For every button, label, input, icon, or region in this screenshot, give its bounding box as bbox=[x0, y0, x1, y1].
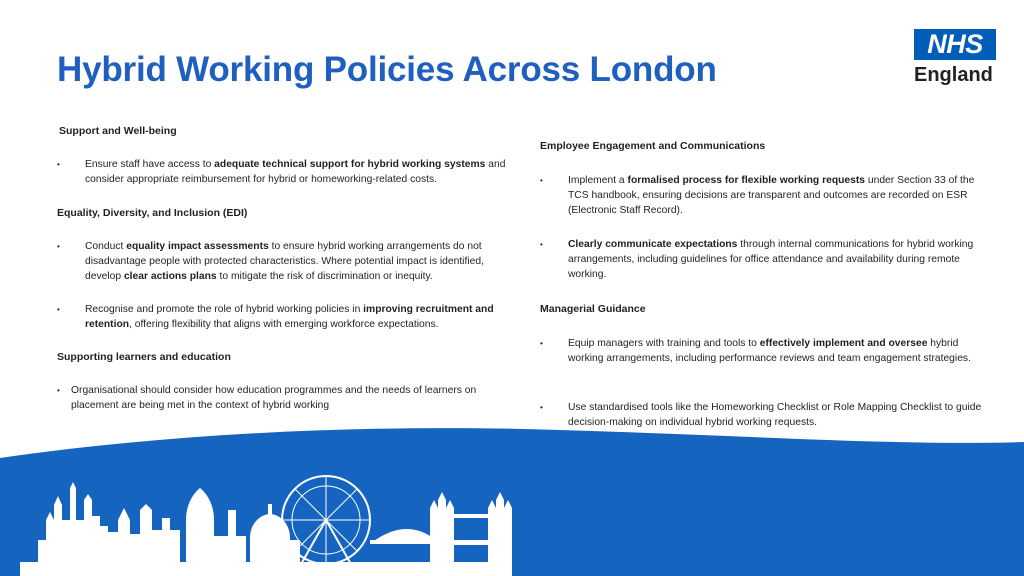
bullet-dot: • bbox=[57, 386, 60, 395]
bullet-dot: • bbox=[57, 160, 60, 169]
bullet-dot: • bbox=[540, 240, 543, 249]
page-title: Hybrid Working Policies Across London bbox=[57, 50, 717, 89]
london-eye-icon bbox=[282, 476, 370, 566]
tower-icon bbox=[140, 504, 152, 566]
item-text: Organisational should consider how education programmes and the needs of learners on placement are being met in the context of hybrid working bbox=[71, 385, 477, 411]
list-item bbox=[57, 383, 505, 413]
list-item bbox=[57, 239, 509, 284]
item-text: Equip managers with training and tools to bbox=[568, 338, 760, 349]
item-emphasis: formalised process for flexible working requests bbox=[627, 175, 866, 186]
st-pauls-dome-icon bbox=[250, 514, 290, 566]
item-text: hybrid working arrangements, including performance reviews and team engagement strategies. bbox=[568, 338, 971, 364]
item-text: Recognise and promote the role of hybrid working policies in bbox=[85, 304, 364, 315]
item-emphasis: Clearly communicate expectations bbox=[568, 239, 738, 250]
support-heading: Support and Well-being bbox=[59, 125, 177, 137]
item-text: Conduct bbox=[85, 241, 127, 252]
blue-wave bbox=[0, 428, 1024, 576]
item-text: through internal communications for hybrid working arrangements, including guidelines for office attendance and availability during remote working. bbox=[568, 239, 974, 280]
item-emphasis: equality impact assessments bbox=[126, 241, 269, 252]
gherkin-icon bbox=[186, 488, 214, 566]
skyline-silhouette bbox=[20, 476, 512, 576]
bullet-dot: • bbox=[540, 339, 543, 348]
engagement-heading: Employee Engagement and Communications bbox=[540, 140, 766, 152]
edi-heading: Equality, Diversity, and Inclusion (EDI) bbox=[57, 207, 248, 219]
nhs-logo-box: NHS bbox=[914, 29, 996, 60]
bullet-dot: • bbox=[540, 403, 543, 412]
item-text: and consider appropriate reimbursement for hybrid or homeworking-related costs. bbox=[85, 159, 506, 185]
bullet-dot: • bbox=[57, 305, 60, 314]
list-item bbox=[540, 173, 985, 218]
item-emphasis: effectively implement and oversee bbox=[759, 338, 928, 349]
item-emphasis: clear actions plans bbox=[123, 271, 217, 282]
managerial-heading: Managerial Guidance bbox=[540, 303, 646, 315]
bullet-dot: • bbox=[57, 242, 60, 251]
nhs-logo-england: England bbox=[914, 64, 993, 86]
item-text: Ensure staff have access to bbox=[85, 159, 215, 170]
nhs-england-logo bbox=[914, 29, 996, 87]
item-text: Use standardised tools like the Homeworking Checklist or Role Mapping Checklist to guide decision-making on individual hybrid working requests. bbox=[568, 402, 982, 428]
learners-heading: Supporting learners and education bbox=[57, 351, 231, 363]
item-text: to mitigate the risk of discrimination or inequity. bbox=[216, 271, 433, 282]
list-item bbox=[540, 400, 988, 430]
item-text: to ensure hybrid working arrangements do not disadvantage people with protected characteristics. Where potential impact is identified, develop bbox=[85, 241, 484, 282]
item-text: Implement a bbox=[568, 175, 628, 186]
bullet-dot: • bbox=[540, 176, 543, 185]
item-text: , offering flexibility that aligns with emerging workforce expectations. bbox=[129, 319, 439, 330]
item-emphasis: adequate technical support for hybrid working systems bbox=[214, 159, 486, 170]
list-item bbox=[540, 336, 980, 366]
list-item bbox=[540, 237, 985, 282]
westminster-icon bbox=[38, 482, 108, 566]
item-emphasis: improving recruitment and retention bbox=[85, 304, 494, 330]
list-item bbox=[57, 302, 497, 332]
list-item bbox=[57, 157, 507, 187]
item-text: under Section 33 of the TCS handbook, ensuring decisions are transparent and outcomes are recorded on ESR (Electronic Staff Record). bbox=[568, 175, 975, 216]
tower-bridge-icon bbox=[430, 492, 454, 566]
